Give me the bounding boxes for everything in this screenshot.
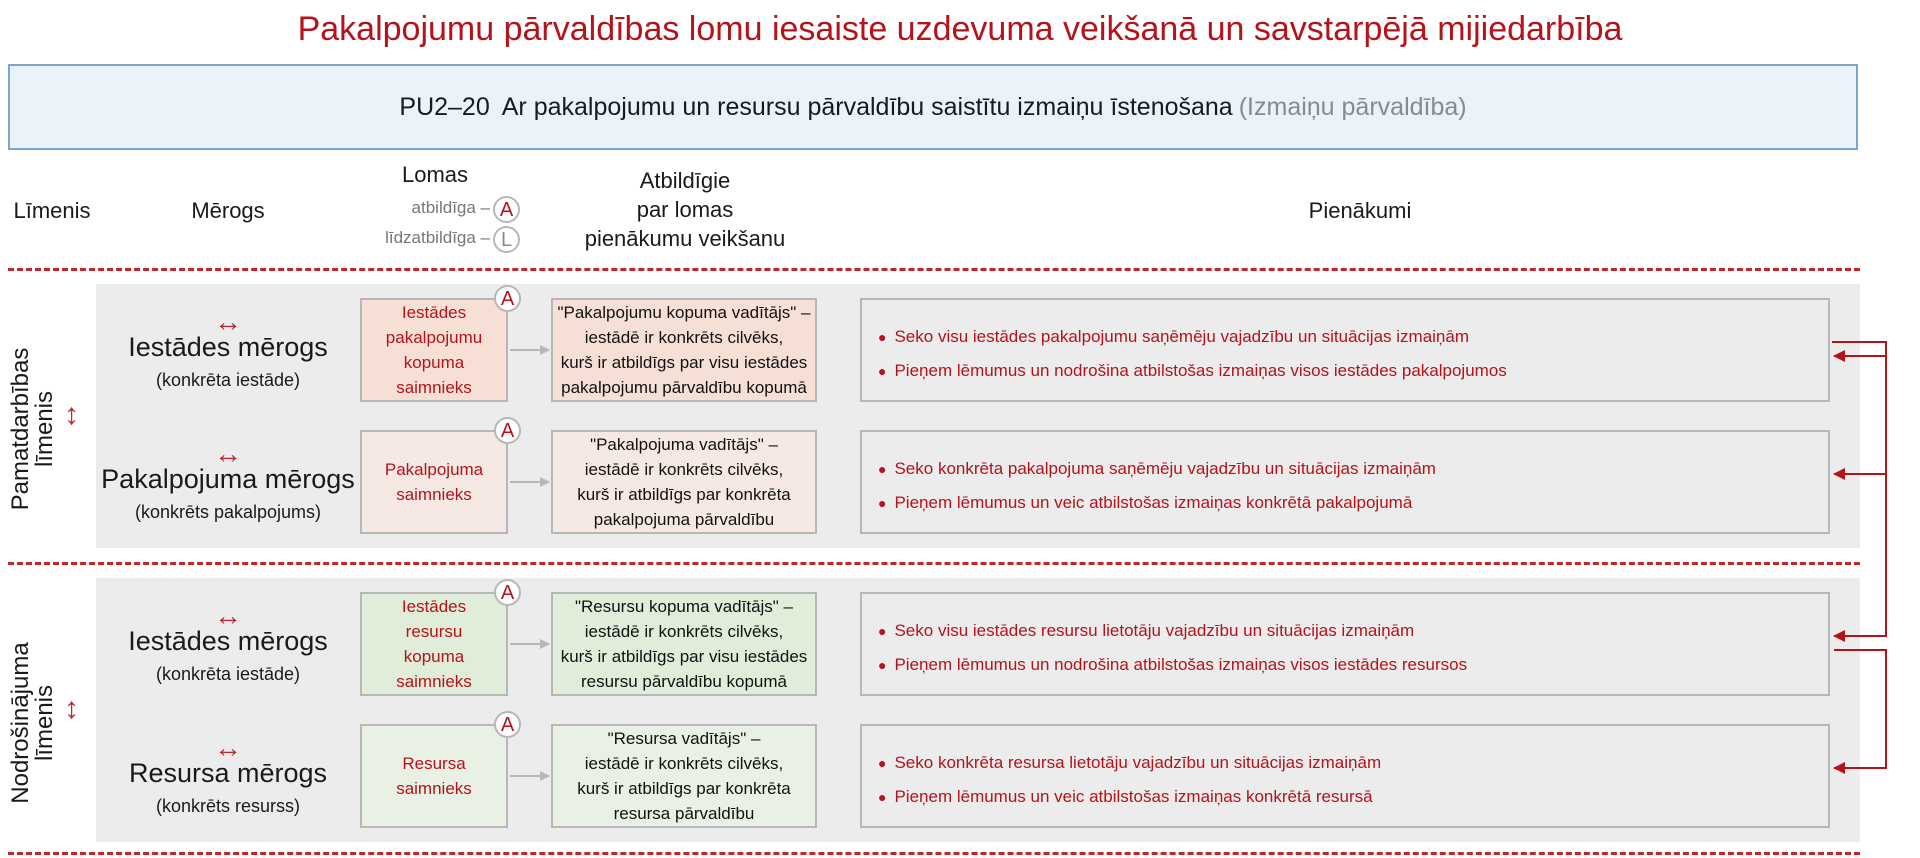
horizontal-arrow-icon: ↔	[214, 306, 242, 337]
header-scale: Mērogs	[191, 198, 265, 223]
scale-label: Resursa mērogs	[128, 758, 328, 788]
responsible-badge: A	[494, 417, 521, 444]
duties-box	[860, 724, 1830, 828]
role-box	[360, 592, 508, 696]
role-line: saimnieks	[396, 779, 472, 798]
responsible-line: kurš ir atbildīgs par visu iestādes	[560, 647, 808, 666]
header-roles: Lomas	[401, 162, 469, 187]
task-code: PU2–20	[399, 92, 490, 121]
separator-bottom	[8, 852, 1860, 855]
duties-box	[860, 430, 1830, 534]
role-box	[360, 724, 508, 828]
role-line: kopuma	[403, 647, 465, 666]
responsible-line: "Pakalpojuma vadītājs" –	[590, 435, 778, 454]
level-label-line: Nodrošinājuma	[7, 642, 34, 804]
responsible-line: kurš ir atbildīgs par visu iestādes	[560, 353, 808, 372]
responsible-box	[551, 430, 817, 534]
responsible-line: iestādē ir konkrēts cilvēks,	[584, 622, 784, 641]
role-line: kopuma	[403, 353, 465, 372]
role-box	[360, 298, 508, 402]
horizontal-arrow-icon: ↔	[214, 600, 242, 631]
scale-sublabel: (konkrēta iestāde)	[155, 370, 301, 390]
role-line: saimnieks	[396, 672, 472, 691]
level-label-support	[9, 613, 59, 833]
duty-item: ● Pieņem lēmumus un veic atbilstošas izmaiņas konkrētā resursā	[878, 780, 1828, 814]
level-label-core	[9, 319, 59, 539]
scale-sublabel: (konkrēta iestāde)	[155, 664, 301, 684]
vertical-arrow-icon: ↕	[64, 692, 79, 725]
header-duties: Pienākumi	[1308, 198, 1412, 223]
header-responsible	[560, 166, 810, 253]
task-banner	[8, 64, 1858, 150]
duties-box	[860, 298, 1830, 402]
role-line: Resursa	[402, 754, 466, 773]
responsible-badge: A	[494, 711, 521, 738]
task-area: (Izmaiņu pārvaldība)	[1238, 92, 1467, 121]
scale-label: Pakalpojuma mērogs	[101, 464, 355, 494]
role-line: resursu	[405, 622, 463, 641]
responsible-line: iestādē ir konkrēts cilvēks,	[584, 754, 784, 773]
responsible-badge: A	[494, 579, 521, 606]
responsible-box	[551, 724, 817, 828]
duty-item: ● Seko konkrēta pakalpojuma saņēmēju vajadzību un situācijas izmaiņām	[878, 452, 1828, 486]
responsible-line: iestādē ir konkrēts cilvēks,	[584, 460, 784, 479]
duty-item: ● Pieņem lēmumus un veic atbilstošas izmaiņas konkrētā pakalpojumā	[878, 486, 1828, 520]
legend-coresponsible: līdzatbildīga –	[385, 228, 490, 247]
role-line: saimnieks	[396, 485, 472, 504]
responsible-line: resursa pārvaldību	[613, 804, 755, 823]
header-responsible-line: pienākumu veikšanu	[584, 226, 786, 251]
level-label-line: līmenis	[31, 390, 58, 468]
responsible-line: kurš ir atbildīgs par konkrēta	[577, 485, 791, 504]
responsible-line: pakalpojumu pārvaldību kopumā	[561, 378, 807, 397]
duties-box	[860, 592, 1830, 696]
role-line: saimnieks	[396, 378, 472, 397]
role-line: pakalpojumu	[385, 328, 483, 347]
responsible-line: pakalpojuma pārvaldību	[593, 510, 775, 529]
role-line: Pakalpojuma	[384, 460, 484, 479]
level-label-line: Pamatdarbības	[7, 347, 34, 511]
horizontal-arrow-icon: ↔	[214, 438, 242, 469]
duty-item: ● Seko konkrēta resursa lietotāju vajadzību un situācijas izmaiņām	[878, 746, 1828, 780]
level-label-line: līmenis	[31, 684, 58, 762]
vertical-arrow-icon: ↕	[64, 398, 79, 431]
legend-a-badge: A	[493, 196, 520, 223]
scale-sublabel: (konkrēts resurss)	[155, 796, 301, 816]
page-title: Pakalpojumu pārvaldības lomu iesaiste uzdevuma veikšanā un savstarpējā mijiedarbība	[297, 10, 1623, 48]
header-level: Līmenis	[13, 198, 91, 223]
role-line: Iestādes	[401, 303, 467, 322]
duty-item: ● Seko visu iestādes resursu lietotāju vajadzību un situācijas izmaiņām	[878, 614, 1828, 648]
task-name: Ar pakalpojumu un resursu pārvaldību saistītu izmaiņu īstenošana	[501, 92, 1233, 121]
header-responsible-line: par lomas	[636, 197, 734, 222]
duty-item: ● Seko visu iestādes pakalpojumu saņēmēju vajadzību un situācijas izmaiņām	[878, 320, 1828, 354]
duty-item: ● Pieņem lēmumus un nodrošina atbilstošas izmaiņas visos iestādes resursos	[878, 648, 1828, 682]
responsible-line: "Pakalpojumu kopuma vadītājs" –	[557, 303, 811, 322]
separator-top	[8, 268, 1860, 271]
responsible-box	[551, 592, 817, 696]
duty-item: ● Pieņem lēmumus un nodrošina atbilstošas izmaiņas visos iestādes pakalpojumos	[878, 354, 1828, 388]
responsible-line: "Resursu kopuma vadītājs" –	[574, 597, 794, 616]
scale-label: Iestādes mērogs	[128, 332, 328, 362]
scale-label: Iestādes mērogs	[128, 626, 328, 656]
role-line: Iestādes	[401, 597, 467, 616]
responsible-line: iestādē ir konkrēts cilvēks,	[584, 328, 784, 347]
separator-middle	[8, 562, 1860, 565]
header-responsible-line: Atbildīgie	[639, 168, 731, 193]
role-box	[360, 430, 508, 534]
responsible-line: kurš ir atbildīgs par konkrēta	[577, 779, 791, 798]
responsible-line: "Resursa vadītājs" –	[607, 729, 761, 748]
legend-responsible: atbildīga –	[411, 198, 490, 217]
responsible-box	[551, 298, 817, 402]
scale-sublabel: (konkrēts pakalpojums)	[134, 502, 322, 522]
legend-l-badge: L	[493, 226, 520, 253]
horizontal-arrow-icon: ↔	[214, 732, 242, 763]
responsible-line: resursu pārvaldību kopumā	[580, 672, 787, 691]
responsible-badge: A	[494, 285, 521, 312]
